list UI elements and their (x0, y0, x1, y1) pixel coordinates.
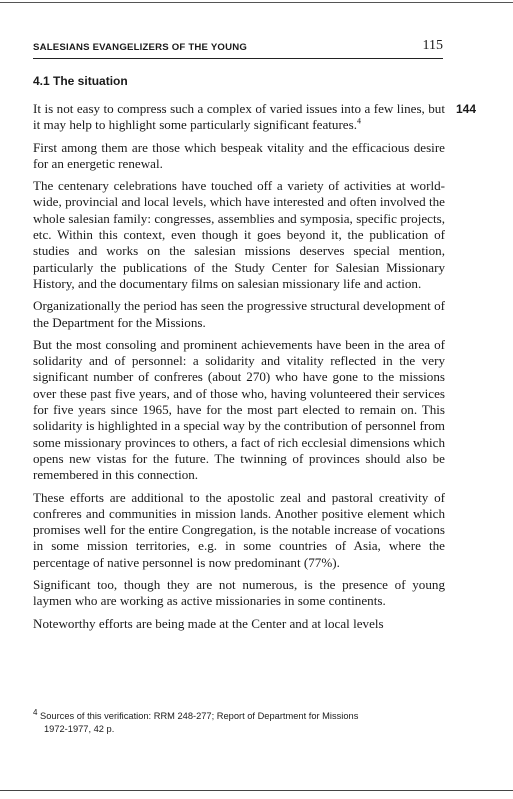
section-heading: 4.1 The situation (33, 74, 128, 88)
running-title: SALESIANS EVANGELIZERS OF THE YOUNG (33, 42, 248, 53)
paragraph-1 (33, 101, 445, 134)
page-number: 115 (422, 38, 443, 53)
paragraph-4: Organizationally the period has seen the progressive structural development of the Department for the Missions. (33, 298, 445, 330)
margin-paragraph-number: 144 (456, 102, 477, 116)
top-edge-rule (0, 2, 513, 3)
footnote-text-line-1: Sources of this verification: RRM 248-277; Report of Department for Missions (40, 711, 359, 721)
paragraph-2: First among them are those which bespeak vitality and the efficacious desire for an energetic renewal. (33, 139, 445, 171)
footnote (33, 707, 445, 735)
footnote-reference[interactable]: 4 (357, 116, 361, 126)
footnote-marker: 4 (33, 707, 38, 717)
paragraph-7: Significant too, though they are not numerous, is the presence of young laymen who are working as active missionaries in some continents. (33, 577, 445, 609)
body-text (33, 101, 445, 638)
running-header (33, 38, 443, 59)
paragraph-1-text: It is not easy to compress such a complex of varied issues into a few lines, but it may help to highlight some particularly significant features. (33, 101, 445, 133)
paragraph-6: These efforts are additional to the apostolic zeal and pastoral creativity of confreres and communities in mission lands. Another positive element which promises well for the entire Congregation, is the notable increase of vocations in some mission territories, e.g. in some countries of Asia, where the percentage of native personnel is now predominant (77%). (33, 489, 445, 570)
bottom-edge-rule (0, 790, 513, 791)
footnote-text-line-2: 1972-1977, 42 p. (44, 723, 115, 734)
paragraph-8: Noteworthy efforts are being made at the Center and at local levels (33, 615, 384, 631)
paragraph-5: But the most consoling and prominent achievements have been in the area of solidarity and of personnel: a solidarity and vitality reflected in the very significant number of confreres (about 270) who have gone to the missions over these past five years, and of those who, having volunteered their services for five years since 1965, have for the most part elected to remain on. This solidarity is highlighted in a special way by the contribution of personnel from some missionary provinces to others, a fact of rich ecclesial dimensions which opens new vistas for the future. The twinning of provinces should also be remembered in this connection. (33, 336, 445, 483)
paragraph-3: The centenary celebrations have touched off a variety of activities at world-wide, provincial and local levels, which have interested and often involved the whole salesian family: congresses, assemblies and symposia, specific projects, etc. Within this context, even though it goes beyond it, the publication of studies and works on the salesian missions deserves special mention, particularly the publications of the Study Center for Salesian Missionary History, and the documentary films on salesian missionary life and action. (33, 178, 445, 291)
